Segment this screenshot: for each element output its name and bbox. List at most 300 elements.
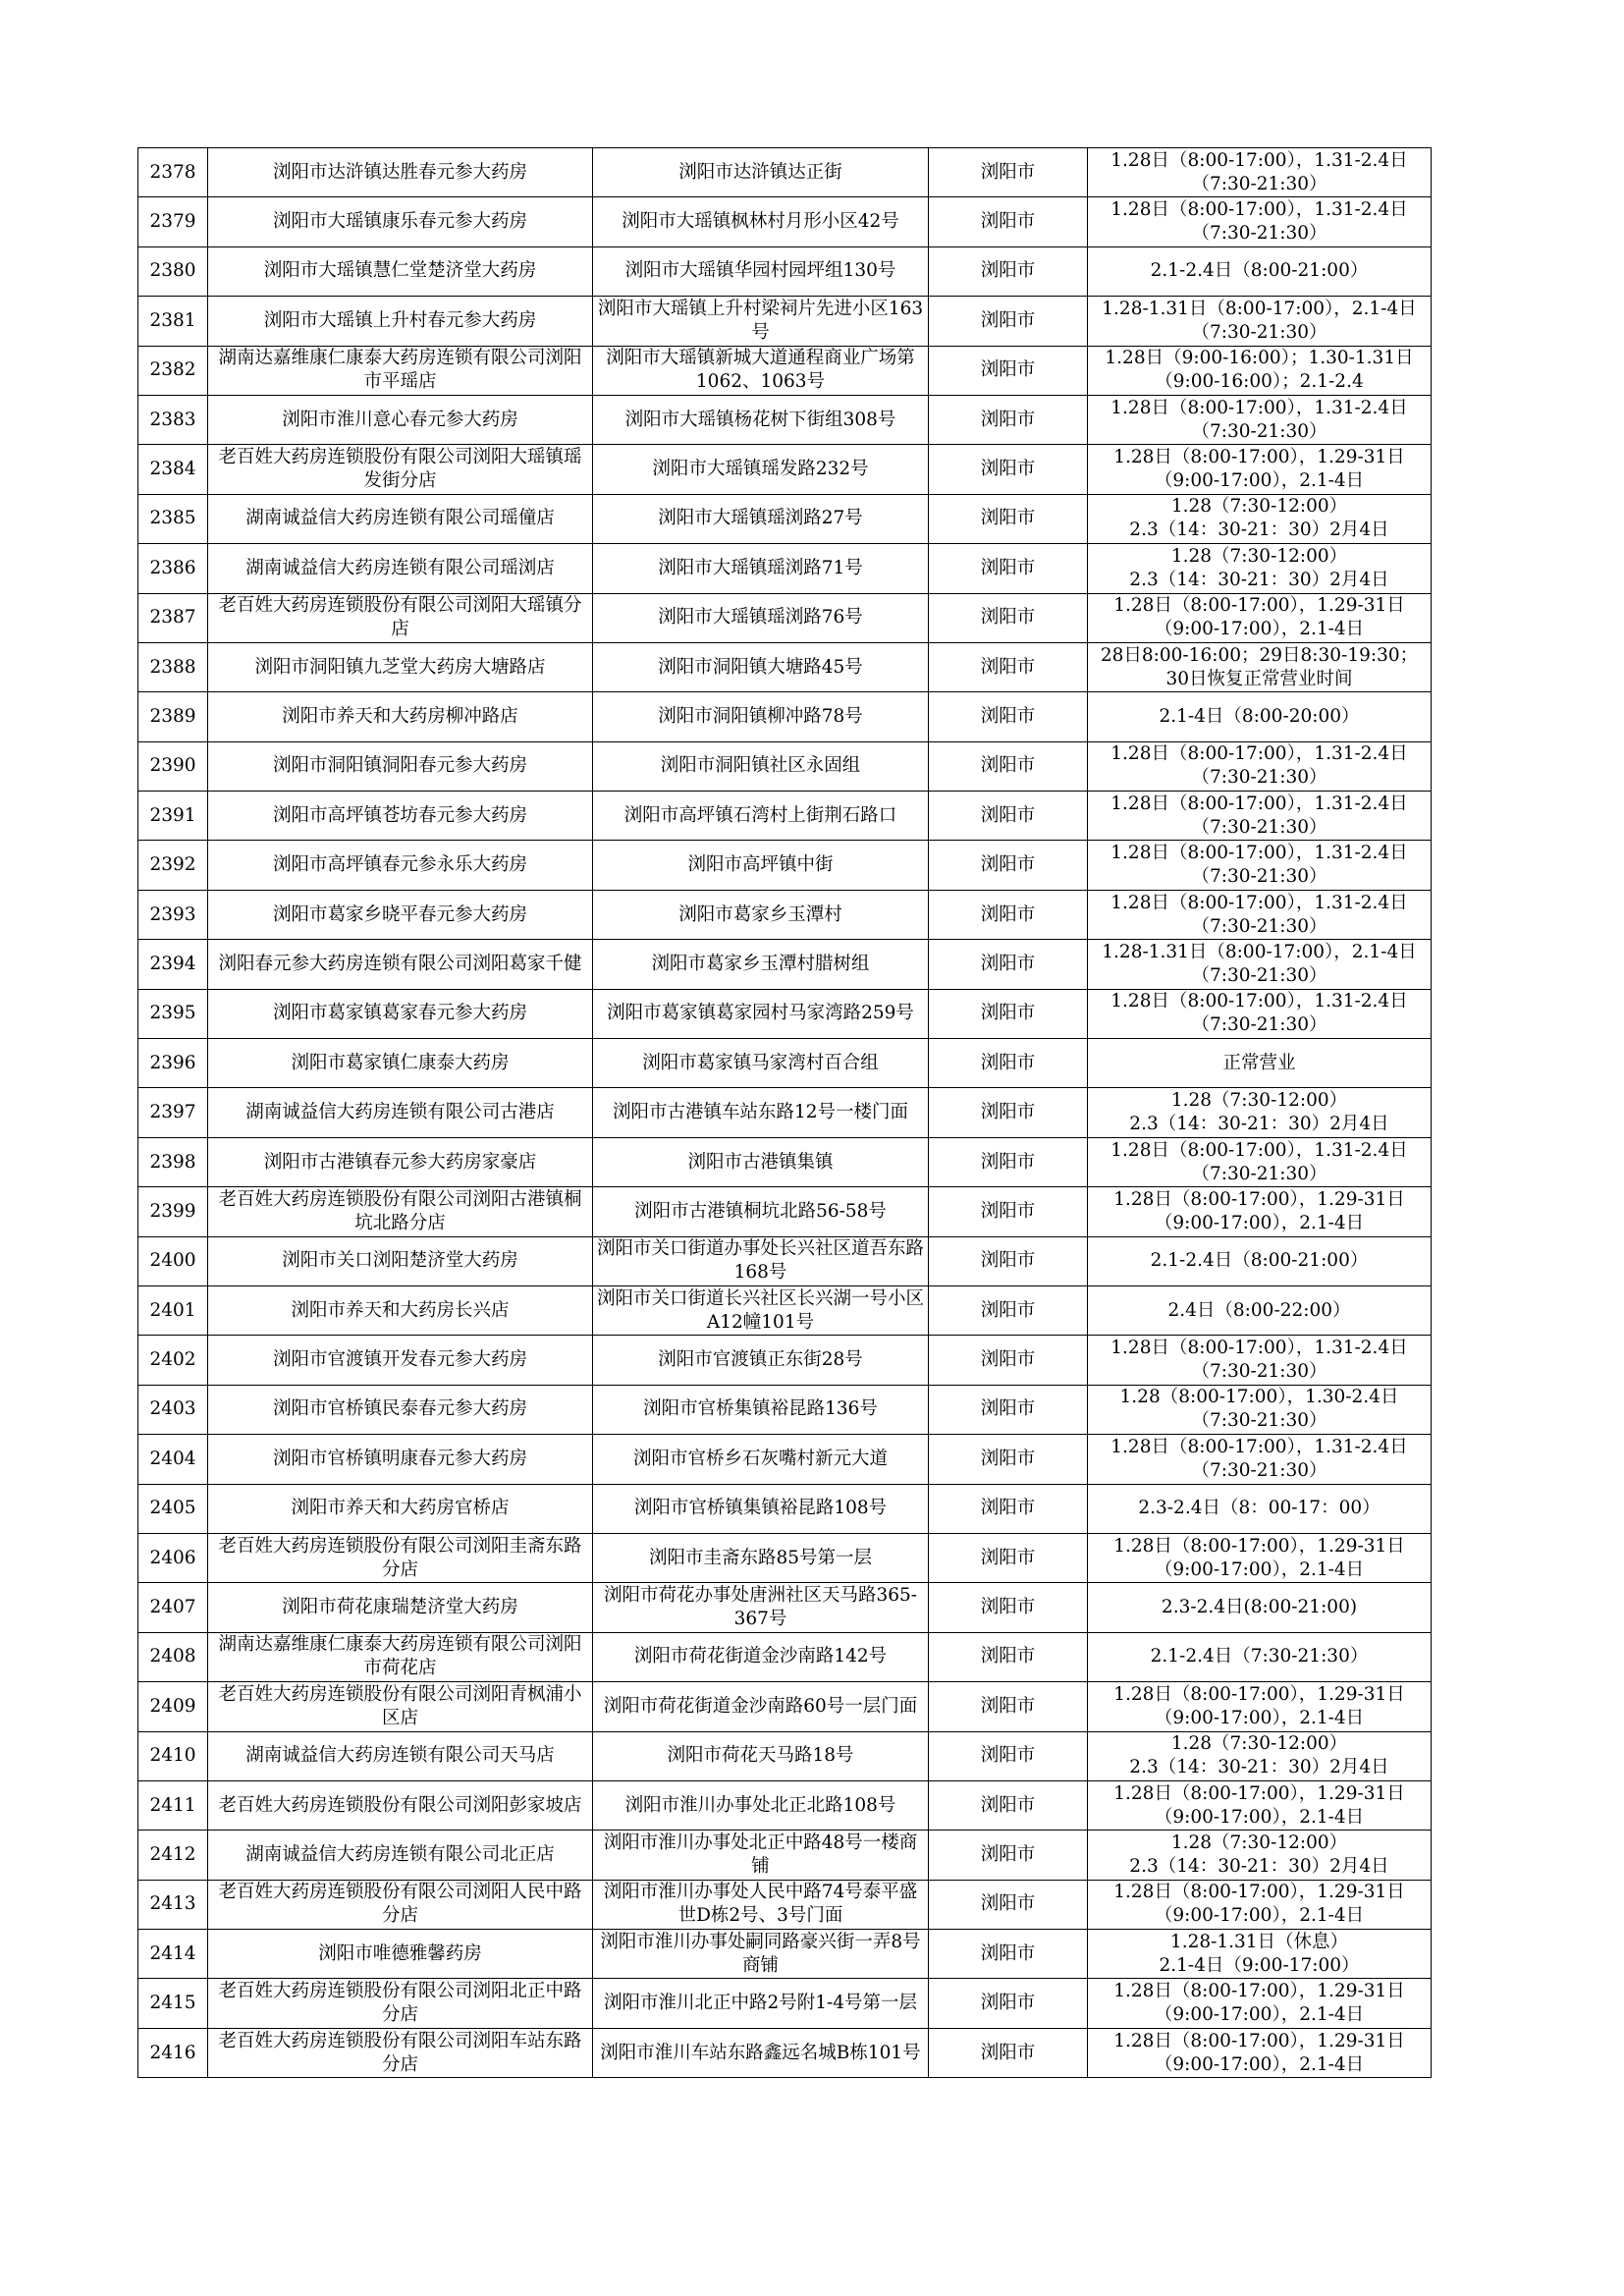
- pharmacy-address: 浏阳市大瑶镇华园村园坪组130号: [624, 260, 896, 282]
- pharmacy-name: 浏阳春元参大药房连锁有限公司浏阳葛家千健: [218, 953, 582, 974]
- pharmacy-name-cell: [208, 1682, 593, 1731]
- business-hours-cell: [1088, 1385, 1432, 1434]
- city-name: 浏阳市: [980, 1695, 1036, 1717]
- business-hours-cell: [1088, 1731, 1432, 1780]
- pharmacy-name: 浏阳市洞阳镇九芝堂大药房大塘路店: [254, 656, 546, 678]
- table-row: [138, 1484, 1432, 1533]
- pharmacy-address: 浏阳市关口街道办事处长兴社区道吾东路168号: [597, 1238, 924, 1284]
- pharmacy-address: 浏阳市葛家乡玉潭村腊树组: [651, 953, 870, 974]
- business-hours-cell: [1088, 1236, 1432, 1285]
- business-hours: 1.28（7:30-12:00） 2.3（14：30-21：30）2月4日: [1129, 1831, 1389, 1877]
- pharmacy-address-cell: [593, 1930, 929, 1979]
- city-name: 浏阳市: [980, 903, 1036, 925]
- row-number: 2404: [149, 1448, 196, 1469]
- city-name: 浏阳市: [980, 953, 1036, 974]
- business-hours-cell: [1088, 2028, 1432, 2077]
- business-hours: 1.28-1.31日（休息） 2.1-4日（9:00-17:00）: [1159, 1931, 1360, 1976]
- row-number: 2382: [149, 359, 196, 381]
- city-name-cell: [929, 2028, 1088, 2077]
- city-name: 浏阳市: [980, 211, 1036, 233]
- row-number-cell: [138, 445, 208, 494]
- pharmacy-address: 浏阳市官桥镇集镇裕昆路108号: [633, 1498, 888, 1519]
- pharmacy-name-cell: [208, 148, 593, 197]
- row-number-cell: [138, 1039, 208, 1088]
- business-hours-cell: [1088, 692, 1432, 741]
- city-name-cell: [929, 593, 1088, 642]
- row-number-cell: [138, 1236, 208, 1285]
- business-hours: 1.28日（8:00-17:00），1.29-31日（9:00-17:00），2.1-4日: [1113, 1782, 1405, 1828]
- pharmacy-address-cell: [593, 297, 929, 346]
- table-row: [138, 989, 1432, 1038]
- city-name-cell: [929, 544, 1088, 593]
- city-name-cell: [929, 445, 1088, 494]
- city-name-cell: [929, 246, 1088, 296]
- row-number: 2397: [149, 1102, 196, 1123]
- business-hours-cell: [1088, 940, 1432, 989]
- pharmacy-name-cell: [208, 1780, 593, 1830]
- row-number: 2395: [149, 1003, 196, 1024]
- row-number-cell: [138, 940, 208, 989]
- pharmacy-address: 浏阳市洞阳镇社区永固组: [660, 755, 861, 777]
- business-hours: 1.28日（8:00-17:00），1.29-31日（9:00-17:00），2.1-4日: [1113, 2030, 1405, 2075]
- business-hours: 2.1-2.4日（8:00-21:00）: [1150, 260, 1369, 282]
- pharmacy-name-cell: [208, 346, 593, 395]
- pharmacy-address-cell: [593, 1780, 929, 1830]
- pharmacy-address: 浏阳市大瑶镇枫林村月形小区42号: [622, 211, 899, 233]
- pharmacy-name: 湖南诚益信大药房连锁有限公司古港店: [245, 1102, 555, 1123]
- pharmacy-name-cell: [208, 1385, 593, 1434]
- pharmacy-name-cell: [208, 1435, 593, 1484]
- row-number: 2388: [149, 656, 196, 678]
- pharmacy-address: 浏阳市淮川北正中路2号附1-4号第一层: [603, 1993, 918, 2014]
- pharmacy-address-cell: [593, 1285, 929, 1335]
- business-hours: 1.28日（8:00-17:00），1.29-31日（9:00-17:00），2.1-4日: [1113, 595, 1405, 640]
- pharmacy-name: 浏阳市葛家乡晓平春元参大药房: [272, 903, 527, 925]
- table-row: [138, 494, 1432, 543]
- table-row: [138, 642, 1432, 691]
- business-hours-cell: [1088, 1880, 1432, 1929]
- table-row: [138, 1236, 1432, 1285]
- city-name: 浏阳市: [980, 1498, 1036, 1519]
- table-row: [138, 890, 1432, 939]
- pharmacy-name-cell: [208, 445, 593, 494]
- city-name-cell: [929, 1137, 1088, 1186]
- pharmacy-name-cell: [208, 1236, 593, 1285]
- pharmacy-address-cell: [593, 1583, 929, 1632]
- city-name: 浏阳市: [980, 1349, 1036, 1371]
- pharmacy-name: 浏阳市高坪镇苍坊春元参大药房: [272, 804, 527, 826]
- business-hours: 1.28日（8:00-17:00），1.31-2.4日（7:30-21:30）: [1110, 199, 1408, 245]
- row-number-cell: [138, 841, 208, 890]
- business-hours: 1.28-1.31日（8:00-17:00），2.1-4日（7:30-21:30）: [1102, 298, 1417, 343]
- pharmacy-address-cell: [593, 741, 929, 791]
- pharmacy-address: 浏阳市荷花街道金沙南路60号一层门面: [603, 1695, 918, 1717]
- city-name: 浏阳市: [980, 309, 1036, 331]
- row-number: 2383: [149, 409, 196, 430]
- pharmacy-name-cell: [208, 989, 593, 1038]
- city-name: 浏阳市: [980, 1794, 1036, 1816]
- city-name: 浏阳市: [980, 854, 1036, 876]
- row-number: 2402: [149, 1349, 196, 1371]
- business-hours-cell: [1088, 445, 1432, 494]
- pharmacy-address-cell: [593, 395, 929, 444]
- city-name: 浏阳市: [980, 1398, 1036, 1420]
- pharmacy-address: 浏阳市高坪镇中街: [687, 854, 834, 876]
- pharmacy-name: 浏阳市葛家镇仁康泰大药房: [291, 1052, 510, 1073]
- pharmacy-address-cell: [593, 593, 929, 642]
- pharmacy-address-cell: [593, 1632, 929, 1681]
- pharmacy-address: 浏阳市大瑶镇上升村梁祠片先进小区163号: [597, 298, 924, 343]
- city-name-cell: [929, 148, 1088, 197]
- city-name: 浏阳市: [980, 2042, 1036, 2063]
- pharmacy-name-cell: [208, 395, 593, 444]
- row-number: 2410: [149, 1745, 196, 1767]
- business-hours-cell: [1088, 1682, 1432, 1731]
- row-number-cell: [138, 544, 208, 593]
- city-name-cell: [929, 1088, 1088, 1137]
- pharmacy-address: 浏阳市圭斋东路85号第一层: [648, 1547, 873, 1568]
- row-number-cell: [138, 692, 208, 741]
- pharmacy-name-cell: [208, 1187, 593, 1236]
- pharmacy-name-cell: [208, 1039, 593, 1088]
- city-name: 浏阳市: [980, 1448, 1036, 1469]
- city-name: 浏阳市: [980, 1745, 1036, 1767]
- city-name-cell: [929, 395, 1088, 444]
- row-number-cell: [138, 395, 208, 444]
- pharmacy-name: 老百姓大药房连锁股份有限公司浏阳车站东路分店: [218, 2030, 582, 2075]
- business-hours: 1.28日（8:00-17:00），1.31-2.4日（7:30-21:30）: [1110, 149, 1408, 194]
- row-number-cell: [138, 1336, 208, 1385]
- row-number-cell: [138, 890, 208, 939]
- table-row: [138, 1088, 1432, 1137]
- business-hours-cell: [1088, 841, 1432, 890]
- business-hours: 2.1-2.4日（8:00-21:00）: [1150, 1250, 1369, 1272]
- business-hours-cell: [1088, 1285, 1432, 1335]
- table-row: [138, 593, 1432, 642]
- row-number-cell: [138, 1187, 208, 1236]
- table-row: [138, 346, 1432, 395]
- row-number: 2378: [149, 161, 196, 183]
- row-number: 2398: [149, 1151, 196, 1173]
- city-name-cell: [929, 642, 1088, 691]
- table-row: [138, 841, 1432, 890]
- city-name-cell: [929, 1979, 1088, 2028]
- row-number-cell: [138, 1285, 208, 1335]
- pharmacy-name: 老百姓大药房连锁股份有限公司浏阳人民中路分店: [218, 1882, 582, 1927]
- city-name-cell: [929, 692, 1088, 741]
- city-name-cell: [929, 297, 1088, 346]
- city-name: 浏阳市: [980, 161, 1036, 183]
- table-row: [138, 1336, 1432, 1385]
- table-row: [138, 1435, 1432, 1484]
- pharmacy-name-cell: [208, 544, 593, 593]
- business-hours: 1.28日（8:00-17:00），1.31-2.4日（7:30-21:30）: [1110, 793, 1408, 838]
- table-body: [138, 148, 1432, 2078]
- pharmacy-address-cell: [593, 890, 929, 939]
- pharmacy-address: 浏阳市大瑶镇杨花树下街组308号: [624, 409, 896, 430]
- table-row: [138, 1187, 1432, 1236]
- city-name-cell: [929, 346, 1088, 395]
- pharmacy-name-cell: [208, 1336, 593, 1385]
- table-row: [138, 297, 1432, 346]
- table-row: [138, 445, 1432, 494]
- business-hours-cell: [1088, 1930, 1432, 1979]
- pharmacy-name: 浏阳市关口浏阳楚济堂大药房: [282, 1250, 518, 1272]
- pharmacy-name-cell: [208, 1533, 593, 1582]
- city-name: 浏阳市: [980, 607, 1036, 629]
- city-name: 浏阳市: [980, 557, 1036, 578]
- pharmacy-name-cell: [208, 741, 593, 791]
- pharmacy-address-cell: [593, 1385, 929, 1434]
- city-name: 浏阳市: [980, 1102, 1036, 1123]
- pharmacy-address-cell: [593, 148, 929, 197]
- business-hours: 1.28-1.31日（8:00-17:00），2.1-4日（7:30-21:30）: [1102, 941, 1417, 986]
- city-name-cell: [929, 1780, 1088, 1830]
- row-number-cell: [138, 1484, 208, 1533]
- business-hours-cell: [1088, 544, 1432, 593]
- row-number-cell: [138, 1880, 208, 1929]
- row-number: 2403: [149, 1398, 196, 1420]
- pharmacy-address-cell: [593, 2028, 929, 2077]
- business-hours: 1.28（7:30-12:00） 2.3（14：30-21：30）2月4日: [1129, 1090, 1389, 1135]
- pharmacy-name-cell: [208, 940, 593, 989]
- pharmacy-name: 湖南达嘉维康仁康泰大药房连锁有限公司浏阳市荷花店: [218, 1634, 582, 1679]
- city-name: 浏阳市: [980, 1250, 1036, 1272]
- pharmacy-address: 浏阳市官渡镇正东街28号: [658, 1349, 863, 1371]
- row-number: 2386: [149, 557, 196, 578]
- pharmacy-name-cell: [208, 1285, 593, 1335]
- row-number-cell: [138, 1435, 208, 1484]
- business-hours: 1.28日（8:00-17:00），1.31-2.4日（7:30-21:30）: [1110, 843, 1408, 888]
- row-number: 2387: [149, 607, 196, 629]
- business-hours-cell: [1088, 741, 1432, 791]
- pharmacy-name: 老百姓大药房连锁股份有限公司浏阳大瑶镇瑶发街分店: [218, 447, 582, 492]
- table-row: [138, 1039, 1432, 1088]
- pharmacy-address-cell: [593, 1533, 929, 1582]
- business-hours: 2.4日（8:00-22:00）: [1167, 1299, 1351, 1321]
- city-name-cell: [929, 792, 1088, 841]
- pharmacy-name: 浏阳市养天和大药房柳冲路店: [282, 705, 518, 727]
- pharmacy-name-cell: [208, 2028, 593, 2077]
- pharmacy-address-cell: [593, 1039, 929, 1088]
- city-name-cell: [929, 1880, 1088, 1929]
- pharmacy-address: 浏阳市关口街道长兴社区长兴湖一号小区A12幢101号: [597, 1287, 924, 1333]
- pharmacy-address: 浏阳市古港镇车站东路12号一楼门面: [612, 1102, 909, 1123]
- table-row: [138, 1780, 1432, 1830]
- pharmacy-address-cell: [593, 692, 929, 741]
- table-row: [138, 1831, 1432, 1880]
- city-name: 浏阳市: [980, 1003, 1036, 1024]
- pharmacy-address-cell: [593, 989, 929, 1038]
- pharmacy-name-cell: [208, 1731, 593, 1780]
- pharmacy-address: 浏阳市古港镇桐坑北路56-58号: [634, 1200, 887, 1222]
- pharmacy-name: 浏阳市达浒镇达胜春元参大药房: [272, 161, 527, 183]
- pharmacy-name: 浏阳市荷花康瑞楚济堂大药房: [282, 1597, 518, 1618]
- row-number: 2401: [149, 1299, 196, 1321]
- city-name: 浏阳市: [980, 1893, 1036, 1915]
- store-hours-table: [137, 147, 1432, 2078]
- pharmacy-address-cell: [593, 494, 929, 543]
- business-hours-cell: [1088, 1831, 1432, 1880]
- pharmacy-name-cell: [208, 1088, 593, 1137]
- pharmacy-address: 浏阳市洞阳镇柳冲路78号: [658, 705, 863, 727]
- pharmacy-address: 浏阳市淮川办事处人民中路74号泰平盛世D栋2号、3号门面: [603, 1882, 918, 1927]
- pharmacy-name: 浏阳市官桥镇民泰春元参大药房: [272, 1398, 527, 1420]
- pharmacy-name-cell: [208, 494, 593, 543]
- business-hours-cell: [1088, 1484, 1432, 1533]
- city-name-cell: [929, 1285, 1088, 1335]
- pharmacy-name-cell: [208, 841, 593, 890]
- business-hours-cell: [1088, 346, 1432, 395]
- city-name-cell: [929, 940, 1088, 989]
- row-number-cell: [138, 593, 208, 642]
- pharmacy-address: 浏阳市官桥乡石灰嘴村新元大道: [632, 1448, 888, 1469]
- city-name: 浏阳市: [980, 656, 1036, 678]
- city-name: 浏阳市: [980, 359, 1036, 381]
- row-number: 2380: [149, 260, 196, 282]
- pharmacy-address: 浏阳市葛家镇马家湾村百合组: [642, 1052, 879, 1073]
- city-name-cell: [929, 1039, 1088, 1088]
- row-number-cell: [138, 1583, 208, 1632]
- row-number-cell: [138, 2028, 208, 2077]
- business-hours-cell: [1088, 494, 1432, 543]
- row-number-cell: [138, 297, 208, 346]
- pharmacy-name-cell: [208, 1831, 593, 1880]
- city-name-cell: [929, 1533, 1088, 1582]
- business-hours-cell: [1088, 1632, 1432, 1681]
- city-name-cell: [929, 1187, 1088, 1236]
- row-number-cell: [138, 989, 208, 1038]
- business-hours-cell: [1088, 1583, 1432, 1632]
- row-number: 2400: [149, 1250, 196, 1272]
- pharmacy-name: 浏阳市唯德雅馨药房: [318, 1942, 482, 1964]
- table-row: [138, 692, 1432, 741]
- business-hours: 1.28日（8:00-17:00），1.31-2.4日（7:30-21:30）: [1110, 892, 1408, 937]
- business-hours: 正常营业: [1222, 1052, 1296, 1073]
- pharmacy-name-cell: [208, 593, 593, 642]
- city-name-cell: [929, 989, 1088, 1038]
- table-row: [138, 1632, 1432, 1681]
- city-name: 浏阳市: [980, 1942, 1036, 1964]
- city-name-cell: [929, 1336, 1088, 1385]
- city-name-cell: [929, 1831, 1088, 1880]
- row-number-cell: [138, 1385, 208, 1434]
- pharmacy-name: 湖南诚益信大药房连锁有限公司北正店: [245, 1843, 555, 1865]
- pharmacy-address: 浏阳市葛家镇葛家园村马家湾路259号: [607, 1003, 914, 1024]
- business-hours: 1.28日（8:00-17:00），1.31-2.4日（7:30-21:30）: [1110, 1436, 1408, 1481]
- business-hours-cell: [1088, 989, 1432, 1038]
- row-number-cell: [138, 1533, 208, 1582]
- business-hours: 1.28日（8:00-17:00），1.29-31日（9:00-17:00），2.1-4日: [1113, 1683, 1405, 1728]
- table-row: [138, 148, 1432, 197]
- row-number-cell: [138, 792, 208, 841]
- pharmacy-address-cell: [593, 1682, 929, 1731]
- business-hours-cell: [1088, 890, 1432, 939]
- pharmacy-address: 浏阳市大瑶镇瑶浏路27号: [658, 508, 863, 529]
- business-hours: 2.1-2.4日（7:30-21:30）: [1150, 1646, 1369, 1667]
- business-hours-cell: [1088, 1780, 1432, 1830]
- pharmacy-address-cell: [593, 1880, 929, 1929]
- row-number-cell: [138, 246, 208, 296]
- city-name: 浏阳市: [980, 508, 1036, 529]
- city-name-cell: [929, 1236, 1088, 1285]
- row-number-cell: [138, 1682, 208, 1731]
- pharmacy-name: 湖南诚益信大药房连锁有限公司瑶浏店: [245, 557, 555, 578]
- table-row: [138, 1285, 1432, 1335]
- pharmacy-name: 老百姓大药房连锁股份有限公司浏阳大瑶镇分店: [218, 595, 582, 640]
- business-hours-cell: [1088, 1088, 1432, 1137]
- row-number: 2392: [149, 854, 196, 876]
- city-name: 浏阳市: [980, 409, 1036, 430]
- city-name: 浏阳市: [980, 1200, 1036, 1222]
- city-name: 浏阳市: [980, 755, 1036, 777]
- city-name-cell: [929, 197, 1088, 246]
- city-name-cell: [929, 1731, 1088, 1780]
- pharmacy-address: 浏阳市大瑶镇瑶发路232号: [652, 459, 869, 480]
- business-hours: 1.28日（9:00-16:00）；1.30-1.31日（9:00-16:00）；2.1-2.4: [1105, 348, 1414, 393]
- pharmacy-address: 浏阳市淮川办事处嗣同路豪兴街一弄8号商铺: [600, 1931, 921, 1976]
- business-hours: 28日8:00-16:00；29日8:30-19:30；30日恢复正常营业时间: [1100, 644, 1419, 689]
- city-name: 浏阳市: [980, 804, 1036, 826]
- pharmacy-name: 老百姓大药房连锁股份有限公司浏阳古港镇桐坑北路分店: [218, 1188, 582, 1233]
- pharmacy-address-cell: [593, 1336, 929, 1385]
- row-number-cell: [138, 642, 208, 691]
- row-number: 2414: [149, 1942, 196, 1964]
- row-number: 2406: [149, 1547, 196, 1568]
- pharmacy-address-cell: [593, 1831, 929, 1880]
- business-hours-cell: [1088, 593, 1432, 642]
- row-number-cell: [138, 1979, 208, 2028]
- row-number: 2408: [149, 1646, 196, 1667]
- pharmacy-name: 浏阳市洞阳镇洞阳春元参大药房: [272, 755, 527, 777]
- pharmacy-address-cell: [593, 1435, 929, 1484]
- row-number: 2415: [149, 1993, 196, 2014]
- city-name-cell: [929, 1385, 1088, 1434]
- pharmacy-address-cell: [593, 792, 929, 841]
- row-number: 2412: [149, 1843, 196, 1865]
- pharmacy-name: 老百姓大药房连锁股份有限公司浏阳青枫浦小区店: [218, 1683, 582, 1728]
- city-name-cell: [929, 1682, 1088, 1731]
- row-number: 2385: [149, 508, 196, 529]
- pharmacy-address-cell: [593, 1484, 929, 1533]
- pharmacy-name: 浏阳市养天和大药房长兴店: [291, 1299, 510, 1321]
- pharmacy-name-cell: [208, 1979, 593, 2028]
- business-hours-cell: [1088, 642, 1432, 691]
- city-name: 浏阳市: [980, 705, 1036, 727]
- business-hours-cell: [1088, 1137, 1432, 1186]
- row-number: 2409: [149, 1695, 196, 1717]
- row-number-cell: [138, 1831, 208, 1880]
- business-hours: 1.28日（8:00-17:00），1.29-31日（9:00-17:00），2.1-4日: [1113, 447, 1405, 492]
- pharmacy-address: 浏阳市古港镇集镇: [687, 1151, 834, 1173]
- row-number: 2396: [149, 1052, 196, 1073]
- pharmacy-name: 老百姓大药房连锁股份有限公司浏阳圭斋东路分店: [218, 1535, 582, 1580]
- table-row: [138, 1385, 1432, 1434]
- table-row: [138, 792, 1432, 841]
- business-hours-cell: [1088, 1533, 1432, 1582]
- pharmacy-name: 浏阳市大瑶镇慧仁堂楚济堂大药房: [263, 260, 537, 282]
- row-number: 2399: [149, 1200, 196, 1222]
- pharmacy-name: 老百姓大药房连锁股份有限公司浏阳彭家坡店: [218, 1794, 582, 1816]
- pharmacy-name: 浏阳市官桥镇明康春元参大药房: [272, 1448, 527, 1469]
- business-hours: 1.28（7:30-12:00） 2.3（14：30-21：30）2月4日: [1129, 1733, 1389, 1778]
- business-hours-cell: [1088, 197, 1432, 246]
- pharmacy-address: 浏阳市洞阳镇大塘路45号: [658, 656, 863, 678]
- row-number-cell: [138, 197, 208, 246]
- business-hours-cell: [1088, 148, 1432, 197]
- row-number-cell: [138, 1632, 208, 1681]
- pharmacy-name: 浏阳市官渡镇开发春元参大药房: [272, 1349, 527, 1371]
